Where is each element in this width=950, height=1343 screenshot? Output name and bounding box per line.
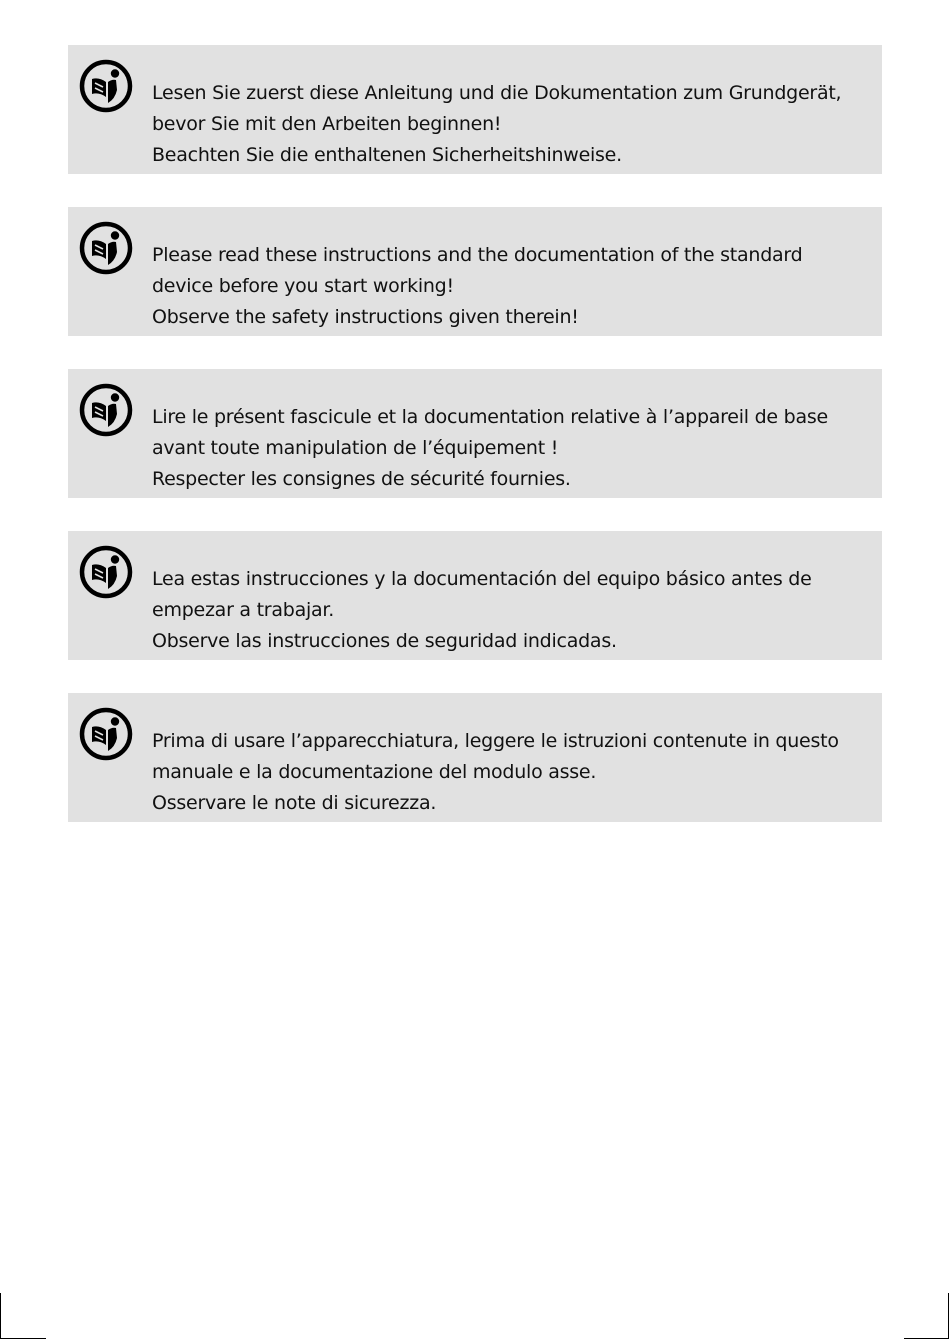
notice-es <box>68 531 882 660</box>
notice-line: manuale e la documentazione del modulo asse. <box>152 761 597 783</box>
notice-line: Please read these instructions and the documentation of the standard <box>152 244 803 266</box>
notice-line: device before you start working! <box>152 275 454 297</box>
notice-text <box>152 564 876 657</box>
notice-line: Lire le présent fascicule et la documentation relative à l’appareil de base <box>152 406 828 428</box>
notice-line: Osservare le note di sicurezza. <box>152 792 437 814</box>
notice-text <box>152 240 876 333</box>
read-manual-icon <box>79 383 133 437</box>
notice-de <box>68 45 882 174</box>
notice-it <box>68 693 882 822</box>
crop-mark-left-horizontal <box>0 1338 46 1339</box>
crop-mark-right-vertical <box>948 1293 949 1339</box>
read-manual-icon <box>79 707 133 761</box>
notice-line: avant toute manipulation de l’équipement ! <box>152 437 559 459</box>
notice-line: Respecter les consignes de sécurité fournies. <box>152 468 571 490</box>
notice-line: bevor Sie mit den Arbeiten beginnen! <box>152 113 502 135</box>
notice-line: Beachten Sie die enthaltenen Sicherheitshinweise. <box>152 144 622 166</box>
notice-line: Lea estas instrucciones y la documentación del equipo básico antes de <box>152 568 812 590</box>
crop-mark-right-horizontal <box>904 1338 949 1339</box>
notice-text <box>152 726 876 819</box>
notice-text <box>152 78 876 171</box>
read-manual-icon <box>79 59 133 113</box>
notice-fr <box>68 369 882 498</box>
notice-en <box>68 207 882 336</box>
notice-line: Observe las instrucciones de seguridad indicadas. <box>152 630 617 652</box>
notice-line: Lesen Sie zuerst diese Anleitung und die Dokumentation zum Grundgerät, <box>152 82 842 104</box>
notice-text <box>152 402 876 495</box>
notice-line: empezar a trabajar. <box>152 599 334 621</box>
read-manual-icon <box>79 545 133 599</box>
notice-line: Prima di usare l’apparecchiatura, leggere le istruzioni contenute in questo <box>152 730 839 752</box>
notice-line: Observe the safety instructions given therein! <box>152 306 579 328</box>
read-manual-icon <box>79 221 133 275</box>
crop-mark-left-vertical <box>0 1293 1 1339</box>
